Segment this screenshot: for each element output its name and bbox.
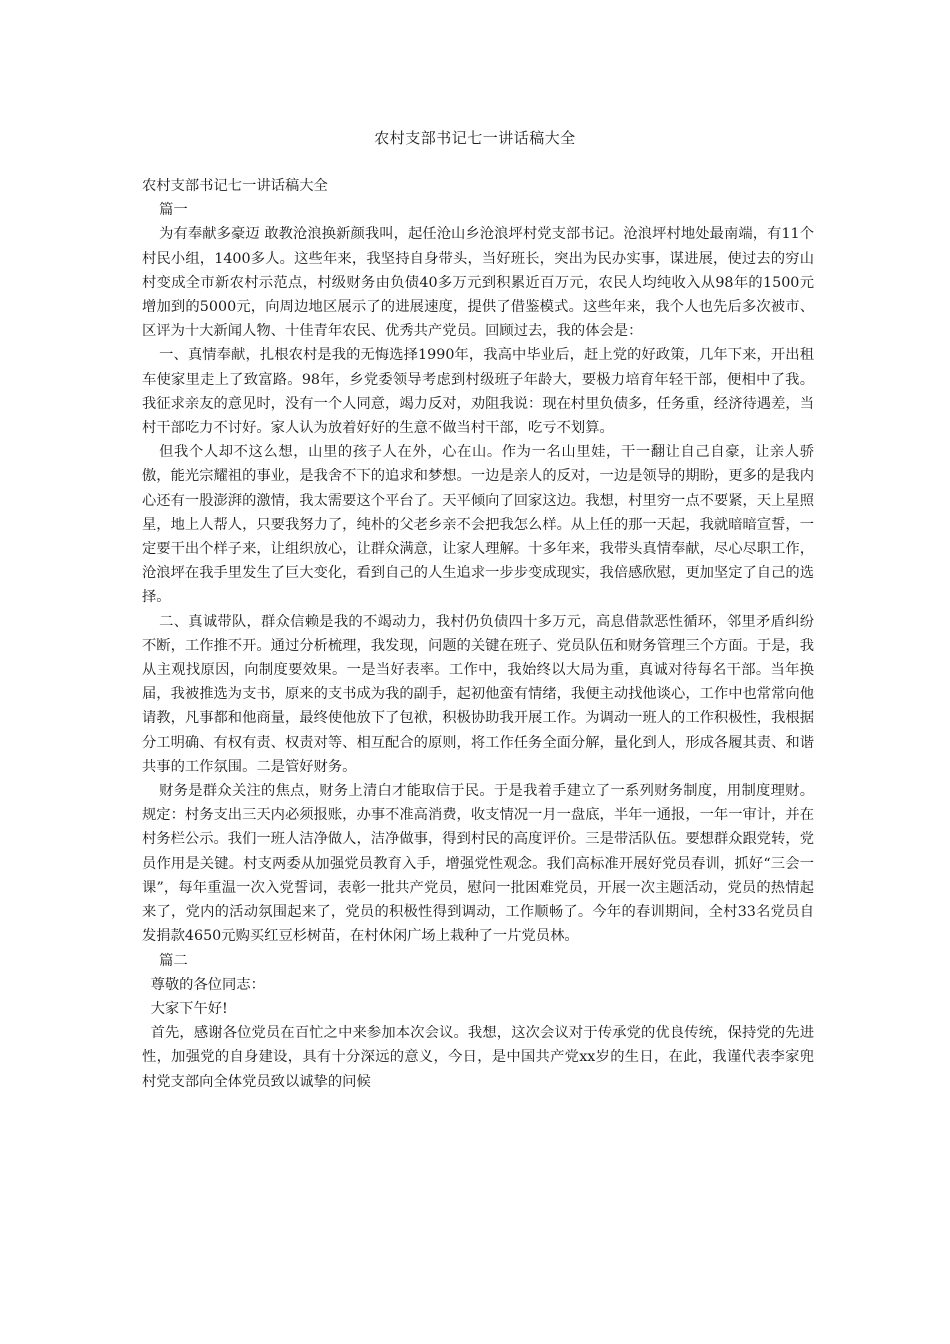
paragraph: 篇二 bbox=[159, 952, 188, 969]
paragraph: 一、真情奉献，扎根农村是我的无悔选择1990年，我高中毕业后，赶上党的好政策，几年下来，开出租车使家里走上了致富路。98年，乡党委领导考虑到村级班子年龄大，要极力培育年轻干部，便相中了我。我征求亲友的意见时，没有一个人同意，竭力反对，劝阻我说：现在村里负债多，任务重，经济待遇差，当村干部吃力不讨好。家人认为放着好好的生意不做当村干部，吃亏不划算。 bbox=[142, 347, 814, 437]
paragraph: 大家下午好! bbox=[150, 1000, 228, 1017]
paragraph: 二、真诚带队，群众信赖是我的不竭动力，我村仍负债四十多万元，高息借款恶性循环，邻里矛盾纠纷不断，工作推不开。通过分析梳理，我发现，问题的关键在班子、党员队伍和财务管理三个方面。于是，我从主观找原因，向制度要效果。一是当好表率。工作中，我始终以大局为重，真诚对待每名干部。当年换届，我被推选为支书，原来的支书成为我的副手，起初他蛮有情绪，我便主动找他谈心，工作中也常常向他请教，凡事都和他商量，最终使他放下了包袱，积极协助我开展工作。为调动一班人的工作积极性，我根据分工明确、有权有责、权责对等、相互配合的原则，将工作任务全面分解，量化到人，形成各履其责、和谐共事的工作氛围。二是管好财务。 bbox=[142, 613, 814, 775]
paragraph: 首先，感谢各位党员在百忙之中来参加本次会议。我想，这次会议对于传承党的优良传统，保持党的先进性，加强党的自身建设，具有十分深远的意义，今日，是中国共产党xx岁的生日，在此，我谨代表李家兜村党支部向全体党员致以诚挚的问候 bbox=[142, 1025, 814, 1090]
document-title: 农村支部书记七一讲话稿大全 bbox=[374, 129, 576, 147]
body-heading: 农村支部书记七一讲话稿大全 bbox=[142, 178, 328, 194]
paragraph: 为有奉献多豪迈 敢教沧浪换新颜我叫，起任沧山乡沧浪坪村党支部书记。沧浪坪村地处最南端，有11个村民小组，1400多人。这些年来，我坚持自身带头，当好班长，突出为民办实事，谋进展，使过去的穷山村变成全市新农村示范点，村级财务由负债40多万元到积累近百万元，农民人均纯收入从98年的1500元增加到的5000元，向周边地区展示了的进展速度，提供了借鉴模式。这些年来，我个人也先后多次被市、区评为十大新闻人物、十佳青年农民、优秀共产党员。回顾过去，我的体会是： bbox=[142, 226, 814, 340]
document-body bbox=[142, 174, 814, 1094]
paragraph: 尊敬的各位同志： bbox=[150, 976, 265, 993]
paragraph: 但我个人却不这么想，山里的孩子人在外，心在山。作为一名山里娃，干一翻让自己自豪，让亲人骄傲，能光宗耀祖的事业，是我舍不下的追求和梦想。一边是亲人的反对，一边是领导的期盼，更多的是我内心还有一股澎湃的激情，我太需要这个平台了。天平倾向了回家这边。我想，村里穷一点不要紧，天上星照星，地上人帮人，只要我努力了，纯朴的父老乡亲不会把我怎么样。从上任的那一天起，我就暗暗宣誓，一定要干出个样子来，让组织放心，让群众满意，让家人理解。十多年来，我带头真情奉献，尽心尽职工作，沧浪坪在我手里发生了巨大变化，看到自己的人生追求一步步变成现实，我倍感欣慰，更加坚定了自己的选择。 bbox=[142, 444, 814, 606]
paragraph: 财务是群众关注的焦点，财务上清白才能取信于民。于是我着手建立了一系列财务制度，用制度理财。规定：村务支出三天内必须报账，办事不准高消费，收支情况一月一盘底，半年一通报，一年一审计，并在村务栏公示。我们一班人洁净做人，洁净做事，得到村民的高度评价。三是带活队伍。要想群众跟党转，党员作用是关键。村支两委从加强党员教育入手，增强党性观念。我们高标准开展好党员春训，抓好“三会一课”，每年重温一次入党誓词，表彰一批共产党员，慰问一批困难党员，开展一次主题活动，党员的热情起来了，党内的活动氛围起来了，党员的积极性得到调动，工作顺畅了。今年的春训期间，全村33名党员自发捐款4650元购买红豆杉树苗，在村休闲广场上栽种了一片党员林。 bbox=[142, 783, 814, 945]
paragraph: 篇一 bbox=[159, 202, 188, 219]
